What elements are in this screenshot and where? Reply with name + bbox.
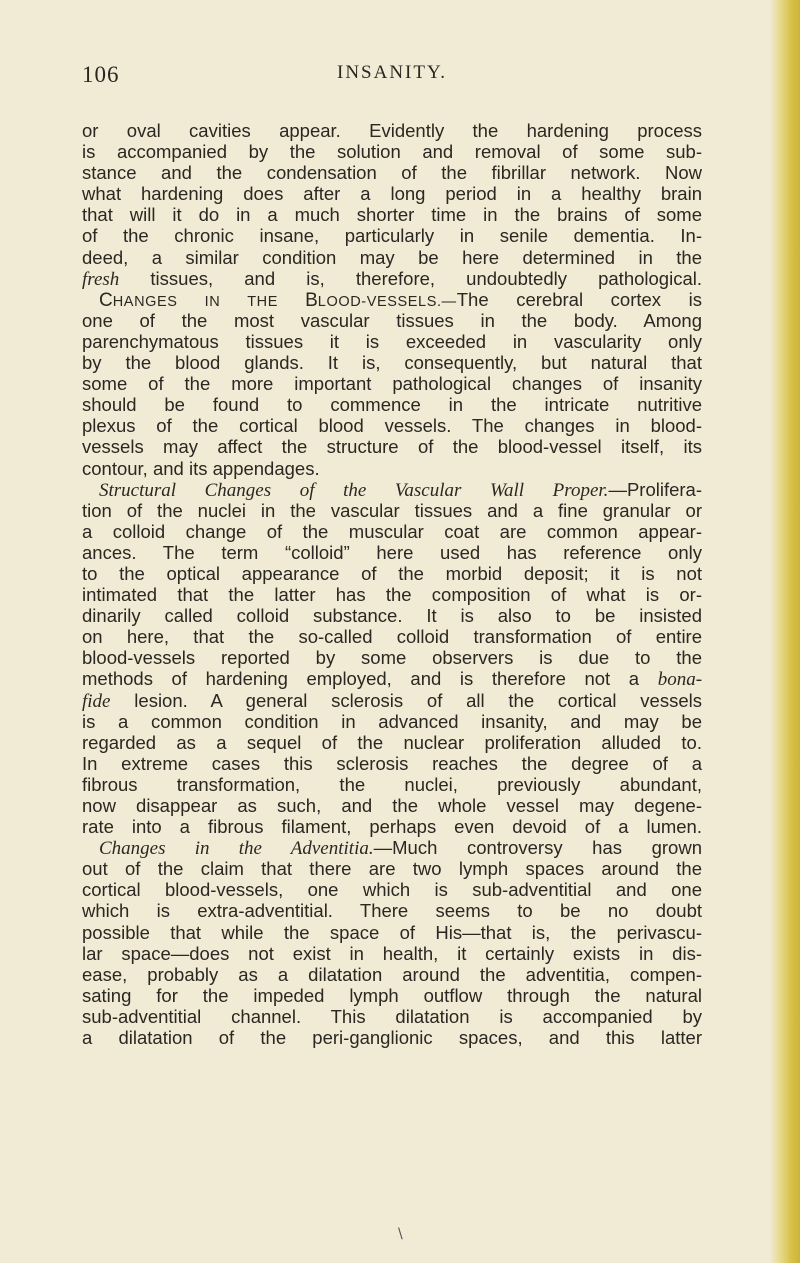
text-line <box>82 690 702 711</box>
text-fragment: —Much controversy has grown <box>373 837 702 859</box>
text-fragment: methods of hardening employed, and is therefore not a <box>82 668 640 690</box>
text-line <box>82 668 702 689</box>
text-line: now disappear as such, and the whole vessel may degene- <box>82 795 702 816</box>
footer-mark: \ <box>398 1226 403 1242</box>
text-line: fibrous transformation, the nuclei, previously abundant, <box>82 773 702 795</box>
text-line: possible that while the space of His—that is, the perivascu- <box>82 921 702 943</box>
page-header <box>82 62 702 92</box>
text-fragment: —Prolifera- <box>608 478 702 500</box>
text-line: ease, probably as a dilatation around the adventitia, compen- <box>82 963 702 985</box>
text-line: what hardening does after a long period in a healthy brain <box>82 183 702 205</box>
italic-bona-fide-1: bona- <box>657 669 703 691</box>
text-line: on here, that the so-called colloid transformation of entire <box>82 626 702 648</box>
text-line: one of the most vascular tissues in the body. Among <box>82 309 702 331</box>
text-line: cortical blood-vessels, one which is sub-adventitial and one <box>82 879 702 901</box>
text-line: or oval cavities appear. Evidently the hardening process <box>82 120 702 141</box>
text-line: dinarily called colloid substance. It is also to be insisted <box>82 605 702 627</box>
text-line: regarded as a sequel of the nuclear proliferation alluded to. <box>82 731 702 753</box>
text-line: stance and the condensation of the fibrillar network. Now <box>82 162 702 184</box>
text-line: intimated that the latter has the composition of what is or- <box>82 584 702 606</box>
text-line: sub-adventitial channel. This dilatation is accompanied by <box>82 1005 702 1027</box>
text-line: is a common condition in advanced insanity, and may be <box>82 710 702 732</box>
text-fragment: lesion. A general sclerosis of all the cortical vessels <box>134 689 702 711</box>
section-heading-adventitia: Changes in the Adventitia.—Much controversy has grown <box>99 837 702 860</box>
running-head: INSANITY. <box>337 62 448 83</box>
text-line: by the blood glands. It is, consequently, but natural that <box>82 352 702 374</box>
body-text <box>82 120 702 1048</box>
text-line: contour, and its appendages. <box>82 457 320 479</box>
text-line: a dilatation of the peri-ganglionic spaces, and this latter <box>82 1027 702 1049</box>
italic-word-fresh: fresh <box>82 268 120 290</box>
text-line: rate into a fibrous filament, perhaps even devoid of a lumen. <box>82 816 702 838</box>
text-fragment: tissues, and is, therefore, undoubtedly pathological. <box>150 267 702 289</box>
text-line: some of the more important pathological changes of insanity <box>82 373 702 395</box>
text-line: is accompanied by the solution and removal of some sub- <box>82 141 702 163</box>
section-heading-vascular-wall: Structural Changes of the Vascular Wall Proper.—Prolifera- <box>99 478 702 501</box>
text-line: vessels may affect the structure of the blood-vessel itself, its <box>82 436 702 458</box>
text-line: a colloid change of the muscular coat are common appear- <box>82 520 702 542</box>
text-line: parenchymatous tissues it is exceeded in vascularity only <box>82 330 702 352</box>
text-line: plexus of the cortical blood vessels. The changes in blood- <box>82 415 702 437</box>
text-line: to the optical appearance of the morbid deposit; it is not <box>82 562 702 584</box>
text-line: blood-vessels reported by some observers is due to the <box>82 647 702 669</box>
text-line <box>82 268 702 289</box>
text-line: out of the claim that there are two lymph spaces around the <box>82 858 702 880</box>
text-fragment: The cerebral cortex is <box>456 288 702 310</box>
text-line: In extreme cases this sclerosis reaches the degree of a <box>82 752 702 774</box>
text-line: tion of the nuclei in the vascular tissues and a fine granular or <box>82 499 702 521</box>
text-line: should be found to commence in the intricate nutritive <box>82 394 702 416</box>
page-number: 106 <box>82 62 120 87</box>
italic-bona-fide-2: fide <box>82 690 111 712</box>
text-line: lar space—does not exist in health, it certainly exists in dis- <box>82 942 702 964</box>
text-line: of the chronic insane, particularly in senile dementia. In- <box>82 225 702 247</box>
text-line: which is extra-adventitial. There seems to be no doubt <box>82 900 702 922</box>
page-edge-binding <box>770 0 800 1263</box>
text-line: deed, a similar condition may be here determined in the <box>82 246 702 268</box>
text-line: that will it do in a much shorter time in the brains of some <box>82 204 702 226</box>
section-heading-blood-vessels: CHANGES IN THE BLOOD-VESSELS.—The cerebral cortex is <box>99 288 702 311</box>
text-line: ances. The term “colloid” here used has reference only <box>82 541 702 563</box>
text-line: sating for the impeded lymph outflow through the natural <box>82 984 702 1006</box>
